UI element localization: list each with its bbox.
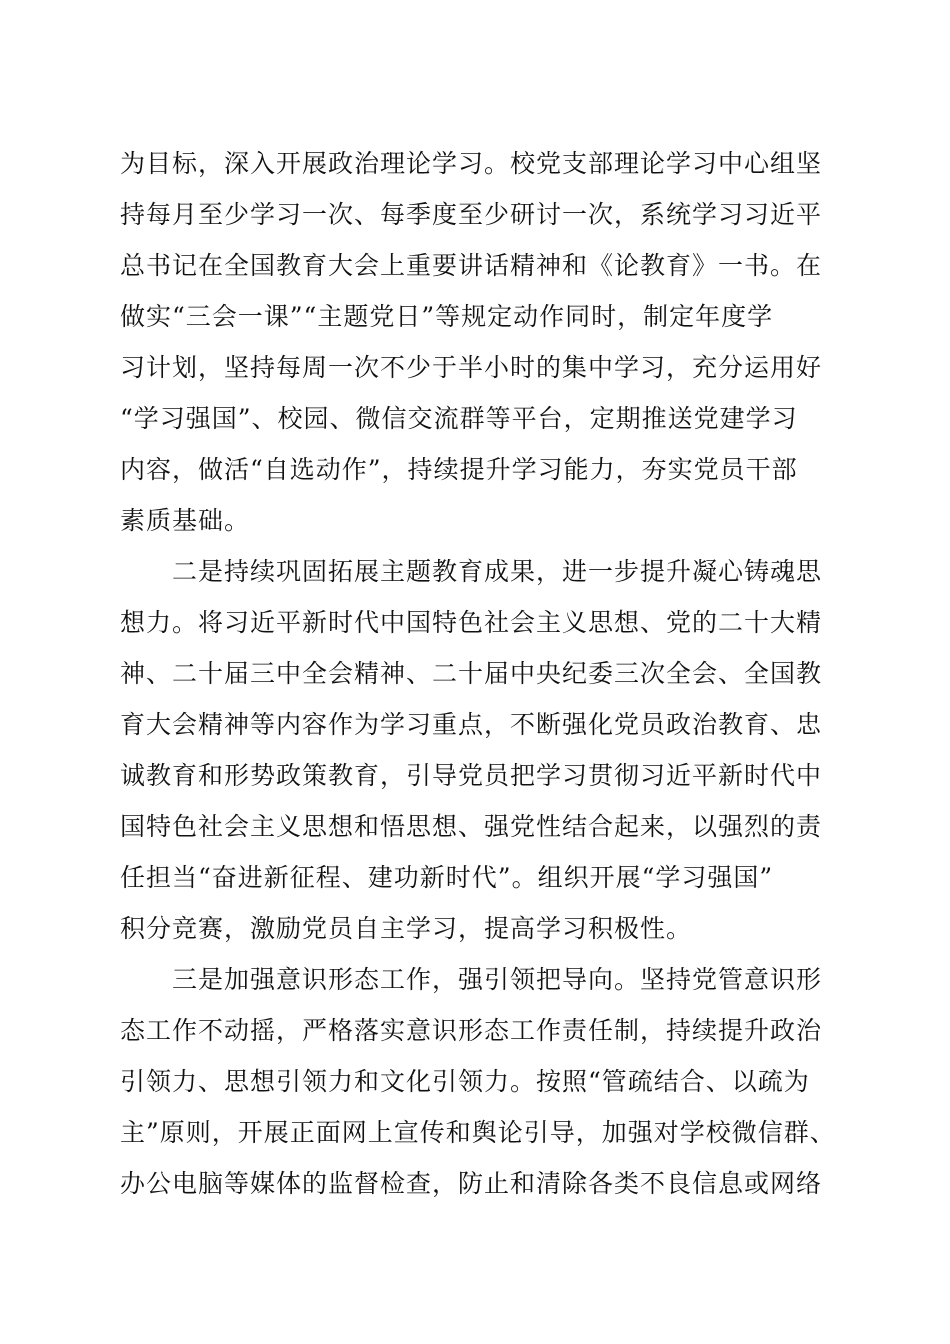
text-line: 内容，做活“自选动作”，持续提升学习能力，夯实党员干部 bbox=[120, 455, 798, 484]
text-line: 总书记在全国教育大会上重要讲话精神和《论教育》一书。在 bbox=[120, 251, 823, 280]
document-body bbox=[120, 138, 836, 1209]
text-line: 素质基础。 bbox=[120, 506, 251, 535]
text-line: 任担当“奋进新征程、建功新时代”。组织开展“学习强国” bbox=[120, 863, 774, 892]
text-line: 为目标，深入开展政治理论学习。校党支部理论学习中心组坚 bbox=[120, 149, 823, 178]
text-line: 主”原则，开展正面网上宣传和舆论引导，加强对学校微信群、 bbox=[120, 1118, 836, 1147]
text-line: 三是加强意识形态工作，强引领把导向。坚持党管意识形 bbox=[172, 965, 823, 994]
text-line: 引领力、思想引领力和文化引领力。按照“管疏结合、以疏为 bbox=[120, 1067, 810, 1096]
text-line: 持每月至少学习一次、每季度至少研讨一次，系统学习习近平 bbox=[120, 200, 823, 229]
text-line: 做实“三会一课”“主题党日”等规定动作同时，制定年度学 bbox=[120, 302, 774, 331]
paragraph-3 bbox=[120, 954, 836, 1209]
text-line: 诚教育和形势政策教育，引导党员把学习贯彻习近平新时代中 bbox=[120, 761, 823, 790]
text-line: 神、二十届三中全会精神、二十届中央纪委三次全会、全国教 bbox=[120, 659, 823, 688]
text-line: 国特色社会主义思想和悟思想、强党性结合起来，以强烈的责 bbox=[120, 812, 823, 841]
text-line: 办公电脑等媒体的监督检查，防止和清除各类不良信息或网络 bbox=[120, 1169, 823, 1198]
paragraph-2 bbox=[120, 546, 832, 954]
text-line: “学习强国”、校园、微信交流群等平台，定期推送党建学习 bbox=[120, 404, 798, 433]
text-line: 习计划，坚持每周一次不少于半小时的集中学习，充分运用好 bbox=[120, 353, 823, 382]
text-line: 积分竞赛，激励党员自主学习，提高学习积极性。 bbox=[120, 914, 693, 943]
text-line: 育大会精神等内容作为学习重点，不断强化党员政治教育、忠 bbox=[120, 710, 823, 739]
text-line: 想力。将习近平新时代中国特色社会主义思想、党的二十大精 bbox=[120, 608, 823, 637]
text-line: 二是持续巩固拓展主题教育成果，进一步提升凝心铸魂思 bbox=[172, 557, 823, 586]
text-line: 态工作不动摇，严格落实意识形态工作责任制，持续提升政治 bbox=[120, 1016, 823, 1045]
paragraph-1 bbox=[120, 138, 832, 546]
